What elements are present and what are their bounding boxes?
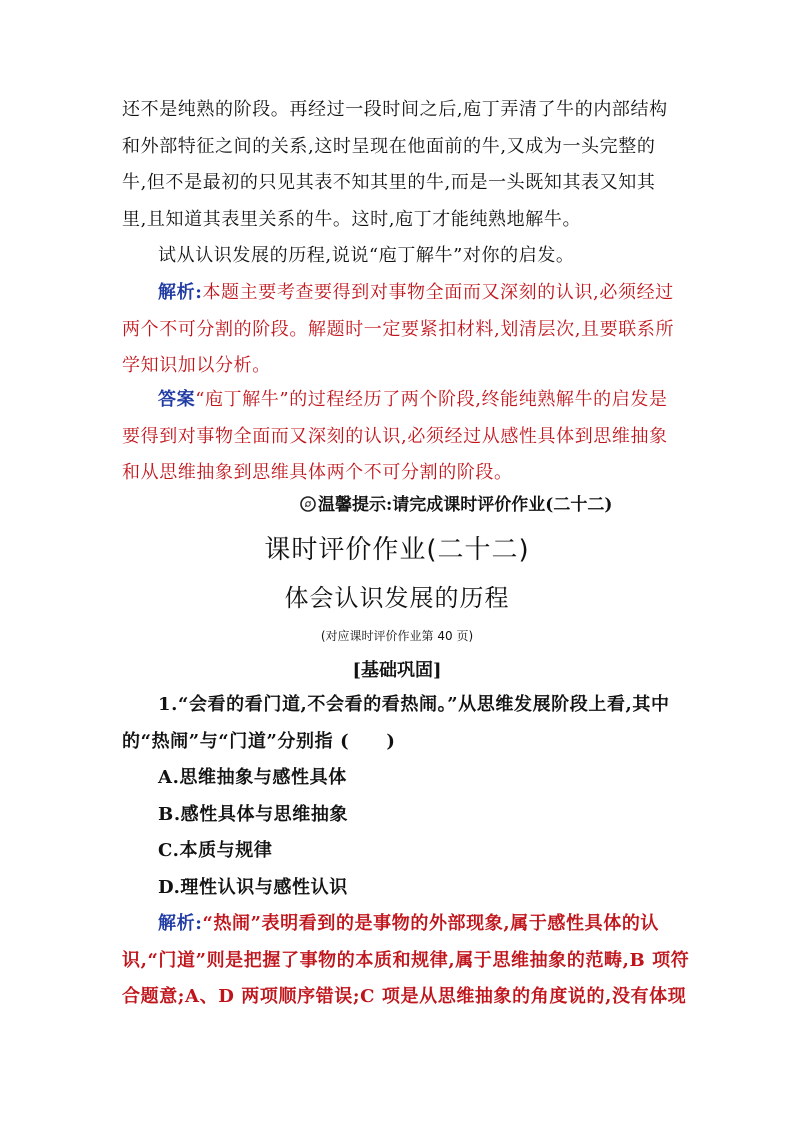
page-reference: (对应课时评价作业第 40 页) <box>320 629 474 643</box>
question-1 <box>122 687 682 906</box>
analysis-block-2 <box>122 906 690 1016</box>
passage-line: 还不是纯熟的阶段。再经过一段时间之后,庖丁弄清了牛的内部结构 <box>122 99 668 120</box>
option-d: D.理性认识与感性认识 <box>158 876 348 898</box>
question-stem: 1.“会看的看门道,不会看的看热闹。”从思维发展阶段上看,其中 <box>158 694 670 715</box>
analysis-text: “热闹”表明看到的是事物的外部现象,属于感性具体的认 <box>202 913 660 934</box>
option-b: B.感性具体与思维抽象 <box>158 803 349 825</box>
analysis-text: 本题主要考查要得到对事物全面而又深刻的认识,必须经过 <box>202 282 674 303</box>
section-label: [基础巩固] <box>352 660 442 681</box>
answer-text: “庖丁解牛”的过程经历了两个阶段,终能纯熟解牛的启发是 <box>195 389 668 410</box>
passage-paragraph <box>122 92 682 275</box>
analysis-label: 解析: <box>158 913 203 934</box>
tip-icon <box>300 492 316 508</box>
passage-line: 和外部特征之间的关系,这时呈现在他面前的牛,又成为一头完整的 <box>122 135 656 157</box>
analysis-block <box>122 275 682 385</box>
answer-label: 答案 <box>158 389 196 410</box>
passage-line: 牛,但不是最初的只见其表不知其里的牛,而是一头既知其表又知其 <box>122 172 656 193</box>
homework-tip <box>300 490 660 520</box>
analysis-text: 学知识加以分析。 <box>122 355 271 376</box>
question-prompt: 试从认识发展的历程,说说“庖丁解牛”对你的启发。 <box>158 245 575 266</box>
analysis-label: 解析: <box>158 282 203 303</box>
tip-text: 温馨提示:请完成课时评价作业(二十二) <box>318 495 613 515</box>
option-c: C.本质与规律 <box>158 840 273 861</box>
analysis-text: 合题意;A、D 两项顺序错误;C 项是从思维抽象的角度说的,没有体现 <box>122 986 687 1007</box>
analysis-text: 两个不可分割的阶段。解题时一定要紧扣材料,划清层次,且要联系所 <box>122 318 675 340</box>
passage-line: 里,且知道其表里关系的牛。这时,庖丁才能纯熟地解牛。 <box>122 208 582 230</box>
answer-block <box>122 382 682 492</box>
answer-text: 和从思维抽象到思维具体两个不可分割的阶段。 <box>122 462 513 483</box>
option-a: A.思维抽象与感性具体 <box>158 767 347 788</box>
question-stem: 的“热闹”与“门道”分别指 ( ) <box>122 730 396 752</box>
lesson-title: 体会认识发展的历程 <box>284 584 510 612</box>
answer-text: 要得到对事物全面而又深刻的认识,必须经过从感性具体到思维抽象 <box>122 425 668 447</box>
analysis-text: 识,“门道”则是把握了事物的本质和规律,属于思维抽象的范畴,B 项符 <box>122 949 690 971</box>
assignment-title: 课时评价作业(二十二) <box>264 535 530 565</box>
